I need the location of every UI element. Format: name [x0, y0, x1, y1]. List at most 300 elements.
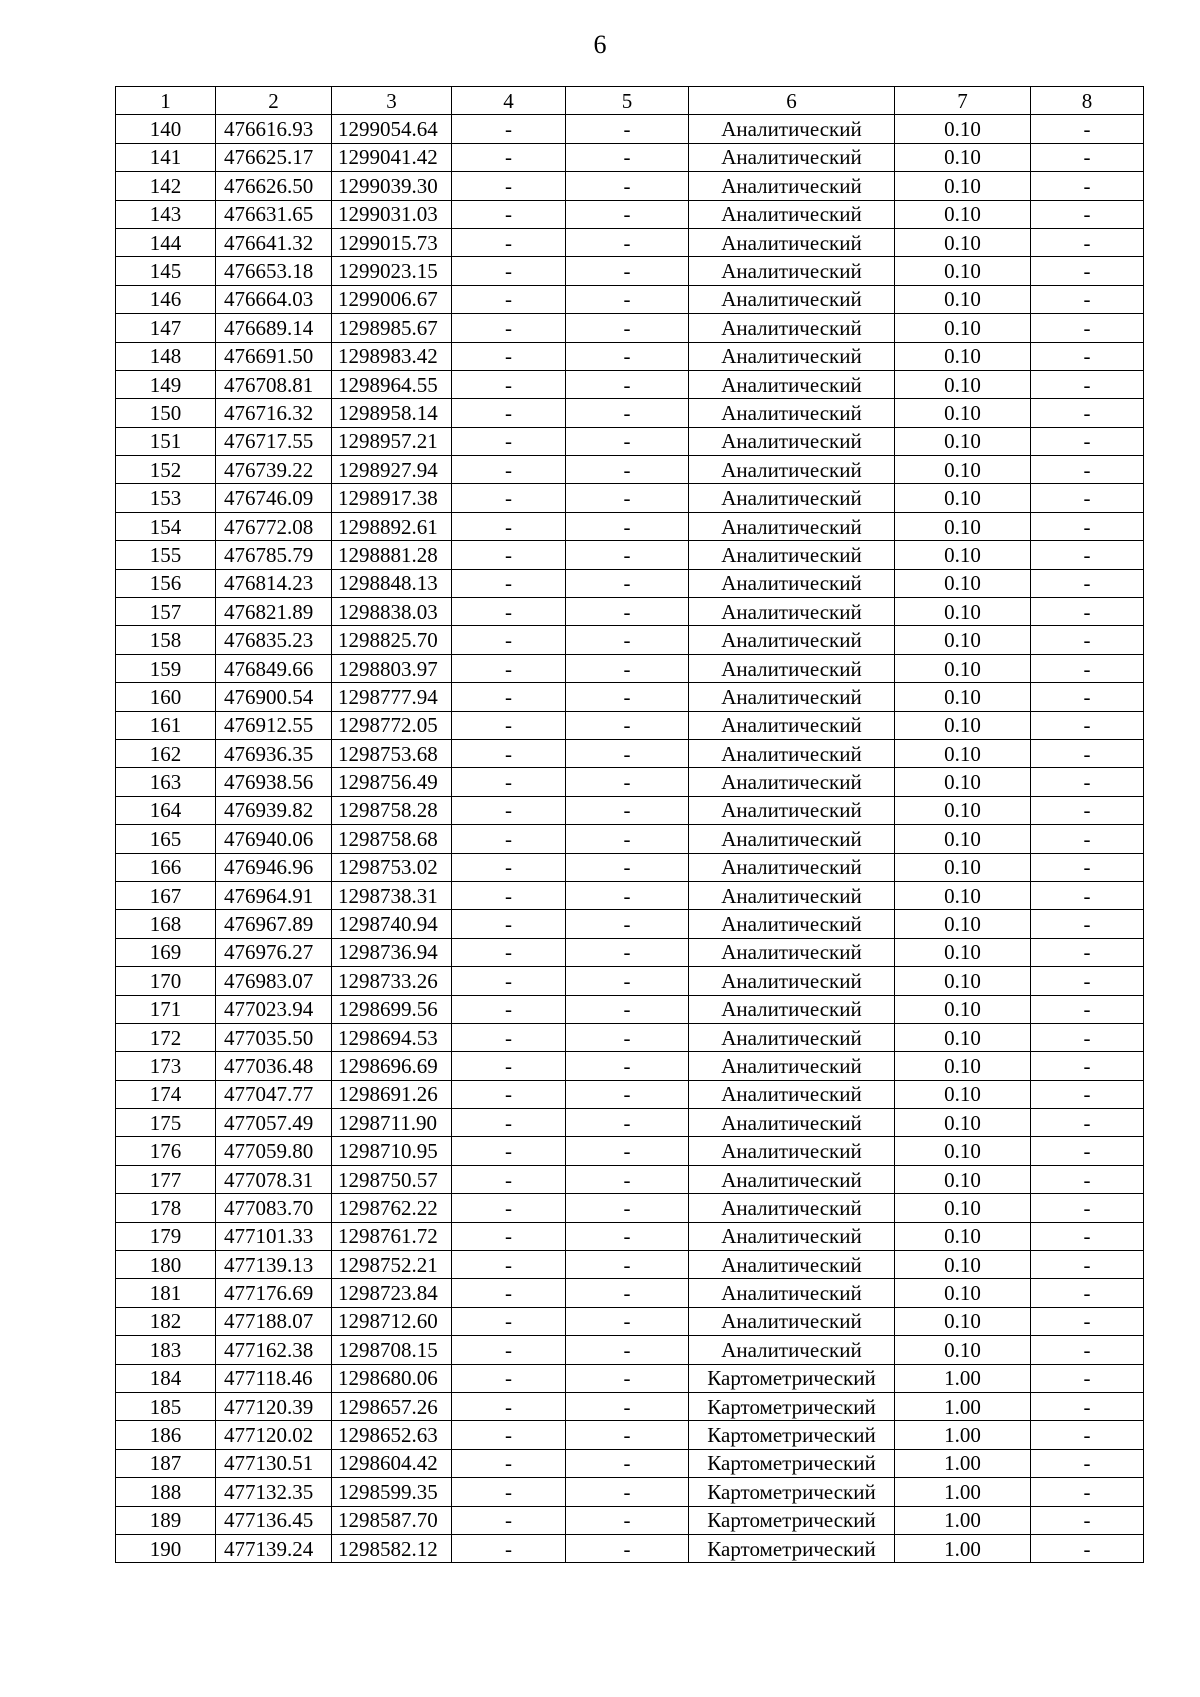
col-4-cell: -: [452, 172, 566, 200]
x-coordinate-cell: 476814.23: [216, 569, 332, 597]
column-header-2: 2: [216, 87, 332, 115]
col-8-cell: -: [1031, 1109, 1144, 1137]
x-coordinate-cell: 477136.45: [216, 1506, 332, 1534]
point-number-cell: 180: [116, 1251, 216, 1279]
method-cell: Аналитический: [689, 342, 895, 370]
col-4-cell: -: [452, 711, 566, 739]
x-coordinate-cell: 477120.39: [216, 1392, 332, 1420]
accuracy-cell: 0.10: [895, 172, 1031, 200]
col-5-cell: -: [566, 626, 689, 654]
col-4-cell: -: [452, 1137, 566, 1165]
col-5-cell: -: [566, 1534, 689, 1562]
col-8-cell: -: [1031, 399, 1144, 427]
col-4-cell: -: [452, 739, 566, 767]
col-5-cell: -: [566, 1222, 689, 1250]
point-number-cell: 177: [116, 1165, 216, 1193]
x-coordinate-cell: 477120.02: [216, 1421, 332, 1449]
col-5-cell: -: [566, 115, 689, 143]
method-cell: Аналитический: [689, 1336, 895, 1364]
y-coordinate-cell: 1298772.05: [332, 711, 452, 739]
table-row: [116, 910, 1144, 938]
point-number-cell: 189: [116, 1506, 216, 1534]
table-row: [116, 967, 1144, 995]
method-cell: Аналитический: [689, 825, 895, 853]
method-cell: Аналитический: [689, 1251, 895, 1279]
col-5-cell: -: [566, 853, 689, 881]
method-cell: Аналитический: [689, 1109, 895, 1137]
table-row: [116, 796, 1144, 824]
y-coordinate-cell: 1299054.64: [332, 115, 452, 143]
x-coordinate-cell: 477139.13: [216, 1251, 332, 1279]
y-coordinate-cell: 1299041.42: [332, 143, 452, 171]
y-coordinate-cell: 1298758.28: [332, 796, 452, 824]
col-5-cell: -: [566, 1251, 689, 1279]
col-8-cell: -: [1031, 938, 1144, 966]
x-coordinate-cell: 476900.54: [216, 683, 332, 711]
method-cell: Аналитический: [689, 995, 895, 1023]
method-cell: Аналитический: [689, 257, 895, 285]
col-5-cell: -: [566, 1052, 689, 1080]
accuracy-cell: 0.10: [895, 938, 1031, 966]
table-row: [116, 1307, 1144, 1335]
accuracy-cell: 0.10: [895, 200, 1031, 228]
table-row: [116, 1279, 1144, 1307]
table-row: [116, 115, 1144, 143]
col-4-cell: -: [452, 598, 566, 626]
point-number-cell: 158: [116, 626, 216, 654]
point-number-cell: 164: [116, 796, 216, 824]
accuracy-cell: 0.10: [895, 285, 1031, 313]
point-number-cell: 156: [116, 569, 216, 597]
col-8-cell: -: [1031, 1336, 1144, 1364]
y-coordinate-cell: 1298752.21: [332, 1251, 452, 1279]
col-4-cell: -: [452, 1336, 566, 1364]
method-cell: Аналитический: [689, 853, 895, 881]
accuracy-cell: 0.10: [895, 796, 1031, 824]
y-coordinate-cell: 1298985.67: [332, 314, 452, 342]
x-coordinate-cell: 477176.69: [216, 1279, 332, 1307]
col-8-cell: -: [1031, 427, 1144, 455]
col-4-cell: -: [452, 995, 566, 1023]
col-4-cell: -: [452, 881, 566, 909]
accuracy-cell: 0.10: [895, 456, 1031, 484]
point-number-cell: 161: [116, 711, 216, 739]
y-coordinate-cell: 1298696.69: [332, 1052, 452, 1080]
accuracy-cell: 0.10: [895, 370, 1031, 398]
col-4-cell: -: [452, 342, 566, 370]
col-8-cell: -: [1031, 172, 1144, 200]
col-4-cell: -: [452, 910, 566, 938]
col-4-cell: -: [452, 314, 566, 342]
col-8-cell: -: [1031, 1023, 1144, 1051]
col-5-cell: -: [566, 456, 689, 484]
col-5-cell: -: [566, 825, 689, 853]
x-coordinate-cell: 476641.32: [216, 228, 332, 256]
method-cell: Аналитический: [689, 910, 895, 938]
table-row: [116, 541, 1144, 569]
table-row: [116, 1251, 1144, 1279]
col-5-cell: -: [566, 1165, 689, 1193]
table-row: [116, 1109, 1144, 1137]
x-coordinate-cell: 476964.91: [216, 881, 332, 909]
point-number-cell: 140: [116, 115, 216, 143]
point-number-cell: 185: [116, 1392, 216, 1420]
accuracy-cell: 0.10: [895, 228, 1031, 256]
accuracy-cell: 1.00: [895, 1506, 1031, 1534]
method-cell: Аналитический: [689, 285, 895, 313]
col-8-cell: -: [1031, 456, 1144, 484]
table-row: [116, 1023, 1144, 1051]
method-cell: Аналитический: [689, 569, 895, 597]
table-row: [116, 1222, 1144, 1250]
col-5-cell: -: [566, 569, 689, 597]
y-coordinate-cell: 1299031.03: [332, 200, 452, 228]
x-coordinate-cell: 477047.77: [216, 1080, 332, 1108]
table-row: [116, 484, 1144, 512]
accuracy-cell: 1.00: [895, 1534, 1031, 1562]
table-row: [116, 1165, 1144, 1193]
page-number: 6: [593, 30, 607, 59]
point-number-cell: 186: [116, 1421, 216, 1449]
table-row: [116, 370, 1144, 398]
x-coordinate-cell: 477035.50: [216, 1023, 332, 1051]
accuracy-cell: 0.10: [895, 967, 1031, 995]
table-row: [116, 512, 1144, 540]
method-cell: Аналитический: [689, 796, 895, 824]
y-coordinate-cell: 1298761.72: [332, 1222, 452, 1250]
col-5-cell: -: [566, 1109, 689, 1137]
accuracy-cell: 0.10: [895, 825, 1031, 853]
y-coordinate-cell: 1298777.94: [332, 683, 452, 711]
x-coordinate-cell: 476849.66: [216, 654, 332, 682]
table-row: [116, 1421, 1144, 1449]
col-4-cell: -: [452, 569, 566, 597]
col-4-cell: -: [452, 143, 566, 171]
col-5-cell: -: [566, 1080, 689, 1108]
x-coordinate-cell: 477162.38: [216, 1336, 332, 1364]
accuracy-cell: 0.10: [895, 1251, 1031, 1279]
col-8-cell: -: [1031, 768, 1144, 796]
method-cell: Аналитический: [689, 881, 895, 909]
point-number-cell: 166: [116, 853, 216, 881]
col-5-cell: -: [566, 1023, 689, 1051]
col-8-cell: -: [1031, 569, 1144, 597]
accuracy-cell: 0.10: [895, 881, 1031, 909]
col-5-cell: -: [566, 711, 689, 739]
table-header: [116, 87, 1144, 115]
y-coordinate-cell: 1298848.13: [332, 569, 452, 597]
x-coordinate-cell: 477059.80: [216, 1137, 332, 1165]
point-number-cell: 167: [116, 881, 216, 909]
point-number-cell: 160: [116, 683, 216, 711]
method-cell: Аналитический: [689, 683, 895, 711]
point-number-cell: 168: [116, 910, 216, 938]
point-number-cell: 157: [116, 598, 216, 626]
y-coordinate-cell: 1298587.70: [332, 1506, 452, 1534]
col-4-cell: -: [452, 370, 566, 398]
table-row: [116, 569, 1144, 597]
col-4-cell: -: [452, 683, 566, 711]
col-5-cell: -: [566, 512, 689, 540]
col-5-cell: -: [566, 598, 689, 626]
point-number-cell: 181: [116, 1279, 216, 1307]
col-4-cell: -: [452, 1421, 566, 1449]
point-number-cell: 154: [116, 512, 216, 540]
col-8-cell: -: [1031, 484, 1144, 512]
col-5-cell: -: [566, 200, 689, 228]
table-row: [116, 427, 1144, 455]
method-cell: Аналитический: [689, 1194, 895, 1222]
accuracy-cell: 0.10: [895, 598, 1031, 626]
method-cell: Картометрический: [689, 1478, 895, 1506]
method-cell: Картометрический: [689, 1421, 895, 1449]
col-4-cell: -: [452, 938, 566, 966]
x-coordinate-cell: 477139.24: [216, 1534, 332, 1562]
col-8-cell: -: [1031, 1165, 1144, 1193]
y-coordinate-cell: 1298712.60: [332, 1307, 452, 1335]
col-4-cell: -: [452, 200, 566, 228]
y-coordinate-cell: 1298917.38: [332, 484, 452, 512]
accuracy-cell: 1.00: [895, 1449, 1031, 1477]
table-row: [116, 825, 1144, 853]
y-coordinate-cell: 1298652.63: [332, 1421, 452, 1449]
col-5-cell: -: [566, 654, 689, 682]
point-number-cell: 179: [116, 1222, 216, 1250]
x-coordinate-cell: 476739.22: [216, 456, 332, 484]
col-5-cell: -: [566, 683, 689, 711]
col-8-cell: -: [1031, 1392, 1144, 1420]
col-4-cell: -: [452, 285, 566, 313]
x-coordinate-cell: 477130.51: [216, 1449, 332, 1477]
column-header-7: 7: [895, 87, 1031, 115]
x-coordinate-cell: 476717.55: [216, 427, 332, 455]
x-coordinate-cell: 477188.07: [216, 1307, 332, 1335]
col-8-cell: -: [1031, 512, 1144, 540]
point-number-cell: 163: [116, 768, 216, 796]
col-8-cell: -: [1031, 1137, 1144, 1165]
col-5-cell: -: [566, 1392, 689, 1420]
col-8-cell: -: [1031, 654, 1144, 682]
y-coordinate-cell: 1298710.95: [332, 1137, 452, 1165]
y-coordinate-cell: 1298756.49: [332, 768, 452, 796]
method-cell: Аналитический: [689, 172, 895, 200]
point-number-cell: 190: [116, 1534, 216, 1562]
accuracy-cell: 0.10: [895, 626, 1031, 654]
method-cell: Аналитический: [689, 399, 895, 427]
accuracy-cell: 0.10: [895, 143, 1031, 171]
col-8-cell: -: [1031, 967, 1144, 995]
accuracy-cell: 0.10: [895, 1336, 1031, 1364]
table-row: [116, 456, 1144, 484]
method-cell: Аналитический: [689, 370, 895, 398]
accuracy-cell: 0.10: [895, 1109, 1031, 1137]
col-8-cell: -: [1031, 1534, 1144, 1562]
accuracy-cell: 0.10: [895, 910, 1031, 938]
x-coordinate-cell: 477132.35: [216, 1478, 332, 1506]
x-coordinate-cell: 477023.94: [216, 995, 332, 1023]
y-coordinate-cell: 1299023.15: [332, 257, 452, 285]
col-5-cell: -: [566, 541, 689, 569]
table-row: [116, 172, 1144, 200]
table-row: [116, 143, 1144, 171]
accuracy-cell: 0.10: [895, 569, 1031, 597]
accuracy-cell: 1.00: [895, 1421, 1031, 1449]
point-number-cell: 173: [116, 1052, 216, 1080]
point-number-cell: 170: [116, 967, 216, 995]
method-cell: Аналитический: [689, 1023, 895, 1051]
col-5-cell: -: [566, 370, 689, 398]
col-8-cell: -: [1031, 1251, 1144, 1279]
x-coordinate-cell: 476625.17: [216, 143, 332, 171]
method-cell: Аналитический: [689, 1222, 895, 1250]
method-cell: Аналитический: [689, 1080, 895, 1108]
y-coordinate-cell: 1298699.56: [332, 995, 452, 1023]
accuracy-cell: 0.10: [895, 1165, 1031, 1193]
col-8-cell: -: [1031, 598, 1144, 626]
accuracy-cell: 0.10: [895, 512, 1031, 540]
point-number-cell: 176: [116, 1137, 216, 1165]
col-5-cell: -: [566, 910, 689, 938]
col-5-cell: -: [566, 768, 689, 796]
x-coordinate-cell: 476708.81: [216, 370, 332, 398]
x-coordinate-cell: 476716.32: [216, 399, 332, 427]
col-5-cell: -: [566, 257, 689, 285]
x-coordinate-cell: 476691.50: [216, 342, 332, 370]
table-row: [116, 1478, 1144, 1506]
y-coordinate-cell: 1298694.53: [332, 1023, 452, 1051]
table-row: [116, 683, 1144, 711]
col-8-cell: -: [1031, 1307, 1144, 1335]
col-8-cell: -: [1031, 739, 1144, 767]
col-4-cell: -: [452, 1080, 566, 1108]
col-4-cell: -: [452, 228, 566, 256]
col-8-cell: -: [1031, 1279, 1144, 1307]
accuracy-cell: 0.10: [895, 995, 1031, 1023]
x-coordinate-cell: 477118.46: [216, 1364, 332, 1392]
method-cell: Аналитический: [689, 228, 895, 256]
accuracy-cell: 0.10: [895, 314, 1031, 342]
col-8-cell: -: [1031, 683, 1144, 711]
x-coordinate-cell: 476772.08: [216, 512, 332, 540]
point-number-cell: 162: [116, 739, 216, 767]
col-5-cell: -: [566, 342, 689, 370]
col-4-cell: -: [452, 768, 566, 796]
y-coordinate-cell: 1298733.26: [332, 967, 452, 995]
col-4-cell: -: [452, 1052, 566, 1080]
col-5-cell: -: [566, 1336, 689, 1364]
header-row: [116, 87, 1144, 115]
col-8-cell: -: [1031, 143, 1144, 171]
col-8-cell: -: [1031, 541, 1144, 569]
col-5-cell: -: [566, 995, 689, 1023]
col-5-cell: -: [566, 967, 689, 995]
col-4-cell: -: [452, 1392, 566, 1420]
y-coordinate-cell: 1298753.68: [332, 739, 452, 767]
col-8-cell: -: [1031, 825, 1144, 853]
method-cell: Аналитический: [689, 484, 895, 512]
col-5-cell: -: [566, 1364, 689, 1392]
col-8-cell: -: [1031, 1421, 1144, 1449]
col-4-cell: -: [452, 1364, 566, 1392]
accuracy-cell: 0.10: [895, 257, 1031, 285]
accuracy-cell: 0.10: [895, 768, 1031, 796]
point-number-cell: 151: [116, 427, 216, 455]
col-4-cell: -: [452, 1194, 566, 1222]
point-number-cell: 184: [116, 1364, 216, 1392]
method-cell: Аналитический: [689, 1165, 895, 1193]
accuracy-cell: 0.10: [895, 654, 1031, 682]
method-cell: Аналитический: [689, 1307, 895, 1335]
col-4-cell: -: [452, 257, 566, 285]
col-5-cell: -: [566, 172, 689, 200]
col-8-cell: -: [1031, 285, 1144, 313]
col-5-cell: -: [566, 938, 689, 966]
point-number-cell: 182: [116, 1307, 216, 1335]
col-4-cell: -: [452, 1165, 566, 1193]
table-row: [116, 342, 1144, 370]
x-coordinate-cell: 476976.27: [216, 938, 332, 966]
accuracy-cell: 0.10: [895, 711, 1031, 739]
x-coordinate-cell: 476946.96: [216, 853, 332, 881]
point-number-cell: 165: [116, 825, 216, 853]
x-coordinate-cell: 477057.49: [216, 1109, 332, 1137]
method-cell: Аналитический: [689, 1052, 895, 1080]
table-row: [116, 1534, 1144, 1562]
y-coordinate-cell: 1298958.14: [332, 399, 452, 427]
point-number-cell: 146: [116, 285, 216, 313]
y-coordinate-cell: 1298825.70: [332, 626, 452, 654]
y-coordinate-cell: 1298736.94: [332, 938, 452, 966]
table-row: [116, 257, 1144, 285]
method-cell: Аналитический: [689, 938, 895, 966]
col-4-cell: -: [452, 1251, 566, 1279]
method-cell: Аналитический: [689, 143, 895, 171]
point-number-cell: 145: [116, 257, 216, 285]
method-cell: Аналитический: [689, 200, 895, 228]
method-cell: Аналитический: [689, 654, 895, 682]
accuracy-cell: 1.00: [895, 1478, 1031, 1506]
method-cell: Картометрический: [689, 1506, 895, 1534]
table-row: [116, 285, 1144, 313]
table-row: [116, 739, 1144, 767]
accuracy-cell: 0.10: [895, 1279, 1031, 1307]
col-5-cell: -: [566, 314, 689, 342]
y-coordinate-cell: 1298957.21: [332, 427, 452, 455]
col-5-cell: -: [566, 1478, 689, 1506]
point-number-cell: 152: [116, 456, 216, 484]
col-4-cell: -: [452, 1506, 566, 1534]
col-8-cell: -: [1031, 314, 1144, 342]
table-row: [116, 881, 1144, 909]
coordinates-table: [115, 86, 1144, 1563]
col-5-cell: -: [566, 739, 689, 767]
col-8-cell: -: [1031, 1052, 1144, 1080]
table-row: [116, 314, 1144, 342]
method-cell: Аналитический: [689, 512, 895, 540]
point-number-cell: 143: [116, 200, 216, 228]
method-cell: Картометрический: [689, 1364, 895, 1392]
col-8-cell: -: [1031, 1478, 1144, 1506]
accuracy-cell: 0.10: [895, 1307, 1031, 1335]
table-row: [116, 1052, 1144, 1080]
col-4-cell: -: [452, 512, 566, 540]
col-8-cell: -: [1031, 1222, 1144, 1250]
table-row: [116, 626, 1144, 654]
col-5-cell: -: [566, 427, 689, 455]
y-coordinate-cell: 1298680.06: [332, 1364, 452, 1392]
y-coordinate-cell: 1298711.90: [332, 1109, 452, 1137]
y-coordinate-cell: 1298738.31: [332, 881, 452, 909]
